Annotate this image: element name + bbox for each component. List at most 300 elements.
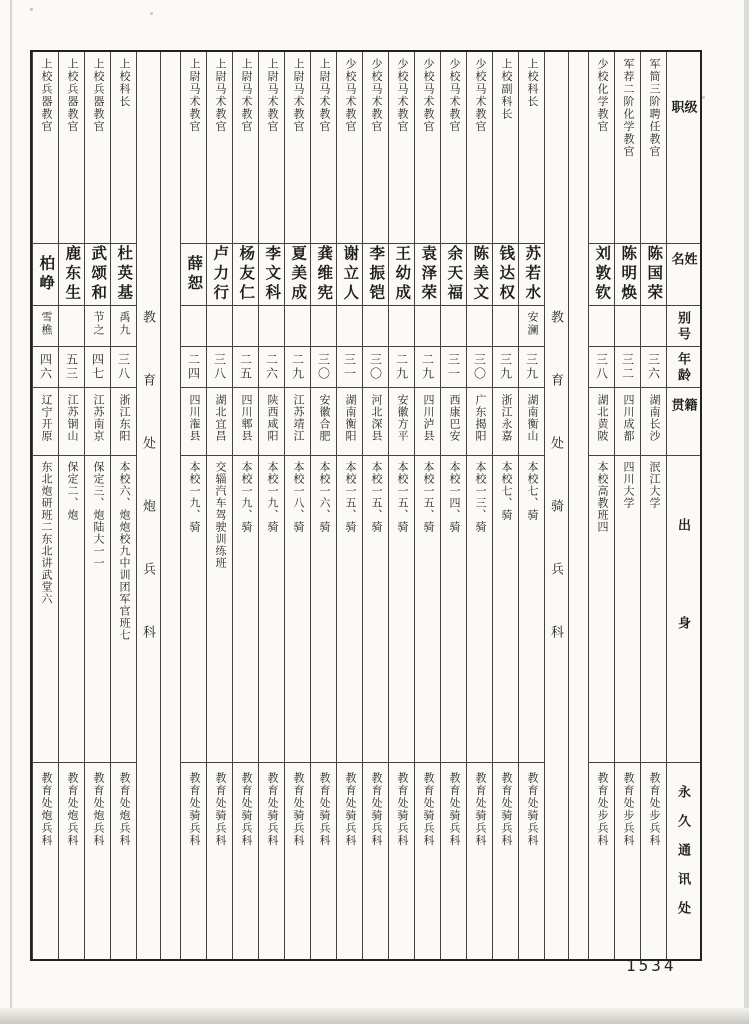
- age-cell-text: 二五: [238, 352, 253, 381]
- address-cell: [285, 763, 310, 959]
- origin-cell-text: 本校一九、骑: [240, 461, 252, 534]
- member-column: [640, 52, 666, 959]
- member-column: [206, 52, 232, 959]
- alias-cell: [285, 306, 310, 347]
- age-cell: [111, 347, 136, 388]
- native-cell-text: 湖南衡山: [526, 393, 538, 442]
- rank-cell: [181, 52, 206, 244]
- origin-cell-text: 本校一五、骑: [344, 461, 356, 534]
- rank-cell: [615, 52, 640, 244]
- row-header-origin-text: 出身: [676, 518, 691, 715]
- alias-cell: [363, 306, 388, 347]
- section-divider-column: [136, 52, 160, 959]
- origin-cell: [111, 456, 136, 763]
- address-cell: [85, 763, 110, 959]
- address-cell: [311, 763, 336, 959]
- row-header-column: [666, 52, 700, 959]
- age-cell-text: 五三: [64, 352, 79, 381]
- member-column: [258, 52, 284, 959]
- name-cell: [467, 244, 492, 307]
- row-header-address-text: 永久通讯处: [676, 785, 691, 931]
- name-cell-text: 钱达权: [497, 245, 515, 304]
- age-cell: [493, 347, 518, 388]
- alias-cell: [233, 306, 258, 347]
- name-cell: [111, 244, 136, 307]
- member-column: [388, 52, 414, 959]
- name-cell: [181, 244, 206, 307]
- address-cell: [337, 763, 362, 959]
- address-cell-text: 教育处骑兵科: [318, 772, 330, 848]
- rank-cell: [85, 52, 110, 244]
- name-cell-text: 袁泽荣: [419, 245, 437, 304]
- origin-cell-text: 本校一八、骑: [292, 461, 304, 534]
- rank-cell-text: 上校兵器教官: [40, 58, 52, 133]
- member-column: [492, 52, 518, 959]
- rank-cell: [259, 52, 284, 244]
- age-cell-text: 三〇: [316, 352, 331, 381]
- origin-cell-text: 四川大学: [622, 461, 634, 510]
- origin-cell: [493, 456, 518, 763]
- name-cell-text: 薛恕: [185, 255, 203, 295]
- age-cell: [259, 347, 284, 388]
- row-header-origin: [667, 456, 700, 763]
- age-cell-text: 三一: [446, 352, 461, 381]
- address-cell: [589, 763, 614, 959]
- origin-cell: [641, 456, 666, 763]
- age-cell-text: 三九: [524, 352, 539, 381]
- alias-cell: [311, 306, 336, 347]
- spacer-column: [568, 52, 588, 959]
- address-cell: [259, 763, 284, 959]
- name-cell: [415, 244, 440, 307]
- alias-cell: [441, 306, 466, 347]
- origin-cell-text: 交辎汽车驾驶训练班: [214, 461, 226, 570]
- row-header-rank-text: 级职: [669, 100, 698, 193]
- name-cell: [259, 244, 284, 307]
- name-cell: [493, 244, 518, 307]
- name-cell-text: 夏美成: [289, 245, 307, 304]
- rank-cell-text: 少校马术教官: [474, 58, 486, 133]
- member-column: [110, 52, 136, 959]
- rank-cell: [285, 52, 310, 244]
- age-cell: [59, 347, 84, 388]
- alias-cell-text: 禹九: [118, 311, 130, 338]
- age-cell: [337, 347, 362, 388]
- age-cell: [363, 347, 388, 388]
- name-cell-text: 柏峥: [37, 255, 55, 295]
- origin-cell: [519, 456, 544, 763]
- name-cell-text: 谢立人: [341, 245, 359, 304]
- address-cell: [441, 763, 466, 959]
- rank-cell-text: 军荐二阶化学教官: [622, 58, 634, 158]
- row-header-age-text: 年龄: [676, 352, 691, 385]
- origin-cell-text: 东北炮研班二东北讲武堂六: [40, 461, 52, 606]
- origin-cell: [467, 456, 492, 763]
- origin-cell-text: 本校七、骑: [500, 461, 512, 522]
- member-column: [284, 52, 310, 959]
- rank-cell: [589, 52, 614, 244]
- origin-cell-text: 本校一五、骑: [370, 461, 382, 534]
- native-cell: [363, 388, 388, 457]
- origin-cell-text: 泯江大学: [648, 461, 660, 510]
- row-header-address: [667, 763, 700, 959]
- native-cell-text: 安徽方平: [396, 393, 408, 442]
- address-cell-text: 教育处步兵科: [596, 772, 608, 848]
- origin-cell: [363, 456, 388, 763]
- native-cell: [111, 388, 136, 457]
- age-cell: [285, 347, 310, 388]
- alias-cell: [207, 306, 232, 347]
- name-cell-text: 陈明焕: [619, 245, 637, 304]
- address-cell-text: 教育处炮兵科: [92, 772, 104, 848]
- origin-cell-text: 本校一五、骑: [396, 461, 408, 534]
- alias-cell: [589, 306, 614, 347]
- native-cell-text: 四川潅县: [188, 393, 200, 442]
- age-cell: [415, 347, 440, 388]
- age-cell: [85, 347, 110, 388]
- name-cell-text: 杨友仁: [237, 245, 255, 304]
- native-cell-text: 浙江永嘉: [500, 393, 512, 442]
- section-label: 教育处炮兵科: [141, 310, 156, 688]
- name-cell: [363, 244, 388, 307]
- personnel-table: [30, 50, 702, 961]
- age-cell-text: 二九: [420, 352, 435, 381]
- native-cell-text: 湖北黄陂: [596, 393, 608, 442]
- address-cell-text: 教育处骑兵科: [214, 772, 226, 848]
- native-cell: [641, 388, 666, 457]
- origin-cell: [259, 456, 284, 763]
- origin-cell: [207, 456, 232, 763]
- address-cell: [363, 763, 388, 959]
- native-cell-text: 辽宁开原: [40, 393, 52, 442]
- native-cell: [519, 388, 544, 457]
- name-cell-text: 龚维宪: [315, 245, 333, 304]
- rank-cell: [33, 52, 58, 244]
- origin-cell-text: 本校六、炮炮校九中训团军官班七: [118, 461, 130, 642]
- alias-cell: [467, 306, 492, 347]
- native-cell: [233, 388, 258, 457]
- origin-cell: [415, 456, 440, 763]
- member-column: [32, 52, 58, 959]
- alias-cell: [181, 306, 206, 347]
- rank-cell: [233, 52, 258, 244]
- name-cell: [337, 244, 362, 307]
- rank-cell-text: 上校科长: [526, 58, 538, 108]
- section-label: 教育处骑兵科: [549, 310, 564, 688]
- native-cell: [493, 388, 518, 457]
- rank-cell-text: 上尉马术教官: [266, 58, 278, 133]
- origin-cell-text: 本校一五、骑: [422, 461, 434, 534]
- name-cell-text: 武颂和: [89, 245, 107, 304]
- name-cell: [233, 244, 258, 307]
- address-cell-text: 教育处骑兵科: [526, 772, 538, 848]
- age-cell: [441, 347, 466, 388]
- address-cell: [519, 763, 544, 959]
- origin-cell: [337, 456, 362, 763]
- age-cell: [615, 347, 640, 388]
- name-cell-text: 杜英基: [115, 245, 133, 304]
- rank-cell: [519, 52, 544, 244]
- member-column: [518, 52, 544, 959]
- address-cell-text: 教育处骑兵科: [500, 772, 512, 848]
- name-cell-text: 王幼成: [393, 245, 411, 304]
- native-cell-text: 湖南长沙: [648, 393, 660, 442]
- origin-cell-text: 本校一九、骑: [188, 461, 200, 534]
- origin-cell: [285, 456, 310, 763]
- page-edge-left: [10, 0, 12, 1008]
- native-cell: [207, 388, 232, 457]
- name-cell: [615, 244, 640, 307]
- name-cell: [441, 244, 466, 307]
- origin-cell: [389, 456, 414, 763]
- age-cell-text: 二九: [394, 352, 409, 381]
- member-column: [588, 52, 614, 959]
- native-cell: [337, 388, 362, 457]
- age-cell: [311, 347, 336, 388]
- origin-cell: [85, 456, 110, 763]
- rank-cell-text: 少校马术教官: [344, 58, 356, 133]
- rank-cell: [59, 52, 84, 244]
- alias-cell: [59, 306, 84, 347]
- native-cell: [467, 388, 492, 457]
- native-cell-text: 陕西咸阳: [266, 393, 278, 442]
- address-cell-text: 教育处骑兵科: [188, 772, 200, 848]
- age-cell: [233, 347, 258, 388]
- name-cell-text: 陈国荣: [645, 245, 663, 304]
- age-cell-text: 四七: [90, 352, 105, 381]
- address-cell-text: 教育处骑兵科: [396, 772, 408, 848]
- name-cell-text: 苏若水: [523, 245, 541, 304]
- name-cell: [389, 244, 414, 307]
- origin-cell-text: 本校高教班四: [596, 461, 608, 534]
- name-cell: [589, 244, 614, 307]
- alias-cell: [641, 306, 666, 347]
- native-cell: [181, 388, 206, 457]
- origin-cell-text: 保定二、炮: [66, 461, 78, 522]
- address-cell-text: 教育处炮兵科: [40, 772, 52, 848]
- member-column: [414, 52, 440, 959]
- address-cell-text: 教育处步兵科: [622, 772, 634, 848]
- rank-cell-text: 军简三阶聘任教官: [648, 58, 660, 158]
- member-column: [466, 52, 492, 959]
- member-column: [310, 52, 336, 959]
- row-header-name: [667, 244, 700, 307]
- address-cell-text: 教育处骑兵科: [370, 772, 382, 848]
- name-cell: [85, 244, 110, 307]
- name-cell: [519, 244, 544, 307]
- scan-speckles: [30, 8, 33, 11]
- address-cell: [615, 763, 640, 959]
- rank-cell-text: 上校科长: [118, 58, 130, 108]
- rank-cell: [111, 52, 136, 244]
- rank-cell-text: 少校化学教官: [596, 58, 608, 133]
- alias-cell: [85, 306, 110, 347]
- rank-cell: [415, 52, 440, 244]
- age-cell-text: 三〇: [368, 352, 383, 381]
- native-cell-text: 江苏南京: [92, 393, 104, 442]
- address-cell-text: 教育处骑兵科: [422, 772, 434, 848]
- rank-cell: [441, 52, 466, 244]
- origin-cell-text: 本校一三、骑: [474, 461, 486, 534]
- alias-cell: [493, 306, 518, 347]
- name-cell-text: 刘敦钦: [593, 245, 611, 304]
- address-cell-text: 教育处骑兵科: [474, 772, 486, 848]
- name-cell: [285, 244, 310, 307]
- name-cell: [207, 244, 232, 307]
- origin-cell: [59, 456, 84, 763]
- origin-cell-text: 本校七、骑: [526, 461, 538, 522]
- rank-cell-text: 上校兵器教官: [66, 58, 78, 133]
- rank-cell-text: 上校兵器教官: [92, 58, 104, 133]
- rank-cell-text: 上尉马术教官: [214, 58, 226, 133]
- age-cell-text: 三二: [620, 352, 635, 381]
- age-cell: [33, 347, 58, 388]
- alias-cell: [111, 306, 136, 347]
- name-cell: [311, 244, 336, 307]
- native-cell: [415, 388, 440, 457]
- alias-cell: [337, 306, 362, 347]
- alias-cell-text: 雪樵: [40, 311, 52, 338]
- age-cell-text: 三八: [116, 352, 131, 381]
- age-cell-text: 四六: [38, 352, 53, 381]
- age-cell-text: 三八: [594, 352, 609, 381]
- member-column: [362, 52, 388, 959]
- age-cell: [467, 347, 492, 388]
- rank-cell: [363, 52, 388, 244]
- address-cell: [233, 763, 258, 959]
- age-cell-text: 三一: [342, 352, 357, 381]
- address-cell-text: 教育处骑兵科: [240, 772, 252, 848]
- native-cell-text: 四川成都: [622, 393, 634, 442]
- origin-cell-text: 本校一四、骑: [448, 461, 460, 534]
- address-cell: [389, 763, 414, 959]
- address-cell: [33, 763, 58, 959]
- address-cell-text: 教育处炮兵科: [66, 772, 78, 848]
- alias-cell: [33, 306, 58, 347]
- age-cell: [589, 347, 614, 388]
- native-cell-text: 江苏靖江: [292, 393, 304, 442]
- member-column: [180, 52, 206, 959]
- address-cell: [181, 763, 206, 959]
- origin-cell: [181, 456, 206, 763]
- member-column: [614, 52, 640, 959]
- member-column: [440, 52, 466, 959]
- address-cell-text: 教育处骑兵科: [266, 772, 278, 848]
- row-header-age: [667, 347, 700, 388]
- origin-cell-text: 本校一六、骑: [318, 461, 330, 534]
- name-cell-text: 李文科: [263, 245, 281, 304]
- address-cell: [493, 763, 518, 959]
- native-cell: [441, 388, 466, 457]
- rank-cell-text: 少校马术教官: [396, 58, 408, 133]
- address-cell-text: 教育处骑兵科: [344, 772, 356, 848]
- age-cell-text: 二九: [290, 352, 305, 381]
- address-cell-text: 教育处步兵科: [648, 772, 660, 848]
- name-cell-text: 鹿东生: [63, 245, 81, 304]
- rank-cell: [311, 52, 336, 244]
- member-column: [232, 52, 258, 959]
- name-cell-text: 余天福: [445, 245, 463, 304]
- rank-cell-text: 少校马术教官: [370, 58, 382, 133]
- address-cell-text: 教育处炮兵科: [118, 772, 130, 848]
- rank-cell-text: 上尉马术教官: [240, 58, 252, 133]
- age-cell-text: 三〇: [472, 352, 487, 381]
- row-header-rank: [667, 52, 700, 244]
- name-cell: [641, 244, 666, 307]
- native-cell-text: 湖北宜昌: [214, 393, 226, 442]
- rank-cell: [467, 52, 492, 244]
- page-edge-bottom: [0, 1008, 749, 1024]
- alias-cell: [615, 306, 640, 347]
- origin-cell: [311, 456, 336, 763]
- native-cell: [311, 388, 336, 457]
- member-column: [84, 52, 110, 959]
- address-cell: [207, 763, 232, 959]
- rank-cell-text: 上尉马术教官: [188, 58, 200, 133]
- row-header-native: [667, 388, 700, 457]
- origin-cell: [233, 456, 258, 763]
- alias-cell: [389, 306, 414, 347]
- rank-cell-text: 上尉马术教官: [318, 58, 330, 133]
- age-cell-text: 三九: [498, 352, 513, 381]
- address-cell: [467, 763, 492, 959]
- native-cell-text: 四川泸县: [422, 393, 434, 442]
- native-cell-text: 安徽合肥: [318, 393, 330, 442]
- alias-cell-text: 安澜: [526, 311, 538, 338]
- native-cell: [85, 388, 110, 457]
- origin-cell-text: 本校一九、骑: [266, 461, 278, 534]
- alias-cell-text: 节之: [92, 311, 104, 338]
- row-header-alias: [667, 306, 700, 347]
- age-cell: [181, 347, 206, 388]
- rank-cell-text: 上校副科长: [500, 58, 512, 121]
- row-header-native-text: 籍贯: [669, 397, 698, 429]
- alias-cell: [415, 306, 440, 347]
- name-cell-text: 李振铠: [367, 245, 385, 304]
- age-cell: [641, 347, 666, 388]
- age-cell-text: 二四: [186, 352, 201, 381]
- address-cell: [111, 763, 136, 959]
- native-cell-text: 西康巴安: [448, 393, 460, 442]
- age-cell: [389, 347, 414, 388]
- section-divider-column: [544, 52, 568, 959]
- rank-cell: [493, 52, 518, 244]
- address-cell: [59, 763, 84, 959]
- origin-cell: [33, 456, 58, 763]
- native-cell: [389, 388, 414, 457]
- row-header-name-text: 姓名: [669, 251, 698, 283]
- rank-cell: [389, 52, 414, 244]
- native-cell: [259, 388, 284, 457]
- name-cell: [33, 244, 58, 307]
- member-column: [58, 52, 84, 959]
- alias-cell: [259, 306, 284, 347]
- age-cell: [207, 347, 232, 388]
- native-cell-text: 四川郫县: [240, 393, 252, 442]
- age-cell-text: 三八: [212, 352, 227, 381]
- native-cell-text: 广东揭阳: [474, 393, 486, 442]
- member-column: [336, 52, 362, 959]
- spacer-column: [160, 52, 180, 959]
- native-cell: [589, 388, 614, 457]
- row-header-alias-text: 别号: [676, 311, 691, 344]
- origin-cell-text: 保定三、炮陆大一一: [92, 461, 104, 570]
- page-number: 1534: [626, 956, 677, 975]
- name-cell-text: 陈美文: [471, 245, 489, 304]
- name-cell: [59, 244, 84, 307]
- rank-cell: [337, 52, 362, 244]
- address-cell-text: 教育处骑兵科: [448, 772, 460, 848]
